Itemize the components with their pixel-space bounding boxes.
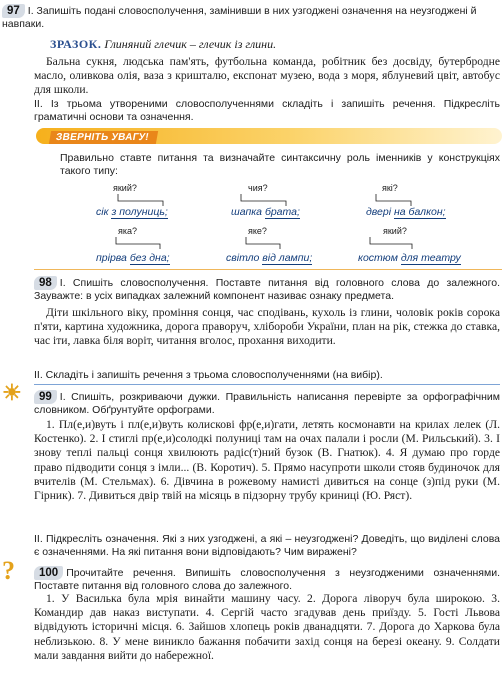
question-icon: ?	[2, 556, 15, 585]
attention-divider	[34, 269, 502, 270]
phrase-1: сік з полуниць;	[96, 206, 168, 218]
task-97-instruction: 97 I. Запишіть подані словосполучення, замінивши в них узгоджені означення на неузгоджені й навпаки.	[2, 5, 477, 30]
task-98-body: Діти шкільного віку, проміння сонця, час сподівань, кухоль із глини, чоловік років сорока п'яти, картина художника, дорога праворуч, хлібороби України, план на рік, стежка до ставка, час іти, лавка біля воріт, читання вголос, прохання виходити.	[34, 306, 500, 348]
question-4: яка?	[118, 226, 138, 236]
sample-label: ЗРАЗОК.	[50, 37, 102, 51]
phrase-3: двері на балкон;	[366, 206, 446, 218]
phrase-6: костюм для театру	[358, 252, 461, 264]
task-99-instruction: 99 I. Спишіть, розкриваючи дужки. Правильність написання перевірте за орфографічним словником. Обґрунтуйте орфограми.	[34, 391, 500, 416]
question-2: чия?	[248, 183, 268, 193]
sample-text: Глиняний глечик – глечик із глини.	[104, 37, 277, 51]
task-100-number: 100	[34, 566, 63, 580]
phrase-2: шапка брата;	[231, 206, 300, 218]
task-98-instruction: 98 I. Спишіть словосполучення. Поставте питання від головного слова до залежного. Зауважте: в усіх випадках залежний компонент називає ознаку предмета.	[34, 277, 500, 302]
phrase-4: прірва без дна;	[96, 252, 170, 264]
question-3: які?	[382, 183, 398, 193]
section-divider	[34, 384, 500, 385]
phrase-5: світло від лампи;	[226, 252, 313, 264]
task-100-instruction: 100 Прочитайте речення. Випишіть словосполучення з неузгодженими означеннями. Поставте питання від головного слова до залежного.	[34, 567, 500, 592]
task-98-number: 98	[34, 276, 57, 290]
task-97-part2: II. Із трьома утвореними словосполученнями складіть і запишіть речення. Підкресліть граматичні основи та означення.	[34, 98, 500, 123]
task-99-body: 1. Пл(е,и)вуть і пл(е,и)вуть колискові фр(е,и)гати, летять космонавти на крилах лелек (Л. Костенко). 2. І стиглі пр(е,и)солодкі полуниці там на очах палали і росли (М. Рильський). 3. І знову теплі пальці сонця хвилюють радіс(т)ний бузок (В. Гнатюк). 4. Я думаю про горде право підводити сонця з імли... (В. Коротич). 5. Прямо насупроти школи стояв будиночок для вчителів (М. Стельмах). 6. Дівчина в рожевому намисті дивиться на сонце (з)під руки (М. Гірник). 7. Дивиться двір твій на місяць в підзорну трубу криниці (Ю. Ряст).	[34, 418, 500, 503]
task-99-number: 99	[34, 390, 57, 404]
attention-text: Правильно ставте питання та визначайте синтаксичну роль іменників у конструкціях такого типу:	[60, 152, 500, 177]
task-98-part2: II. Складіть і запишіть речення з трьома словосполученнями (на вибір).	[34, 369, 383, 381]
lightbulb-icon: ☀	[2, 380, 22, 405]
task-99-part2: II. Підкресліть означення. Які з них узгоджені, а які – неузгоджені? Доведіть, що виділені слова є означеннями. На які питання вони відповідають? Чим виражені?	[34, 533, 500, 558]
attention-label: ЗВЕРНІТЬ УВАГУ!	[49, 131, 158, 144]
task-97-body: Бальна сукня, людська пам'ять, футбольна команда, робітник без досвіду, бутербродне масло, оливкова олія, ваза з кришталю, експонат музею, вода з моря, яблуневий цвіт, автобус для школи.	[34, 55, 500, 97]
task-97-number: 97	[2, 4, 25, 18]
question-1: який?	[113, 183, 137, 193]
question-6: який?	[383, 226, 407, 236]
question-5: яке?	[248, 226, 267, 236]
task-100-body: 1. У Василька була мрія винайти машину часу. 2. Дорога ліворуч була широкою. 3. Командир дав наказ виступати. 4. Сергій часто згадував день приїзду. 5. Гості Львова відвідують історичні місця. 6. Зайшов хлопець років дванадцяти. 7. Дорога до Харкова була неблизькою. 8. У мене виникло бажання побачити захід сонця на березі океану. 9. Солдати мали завдання вийти до набережної.	[34, 592, 500, 662]
